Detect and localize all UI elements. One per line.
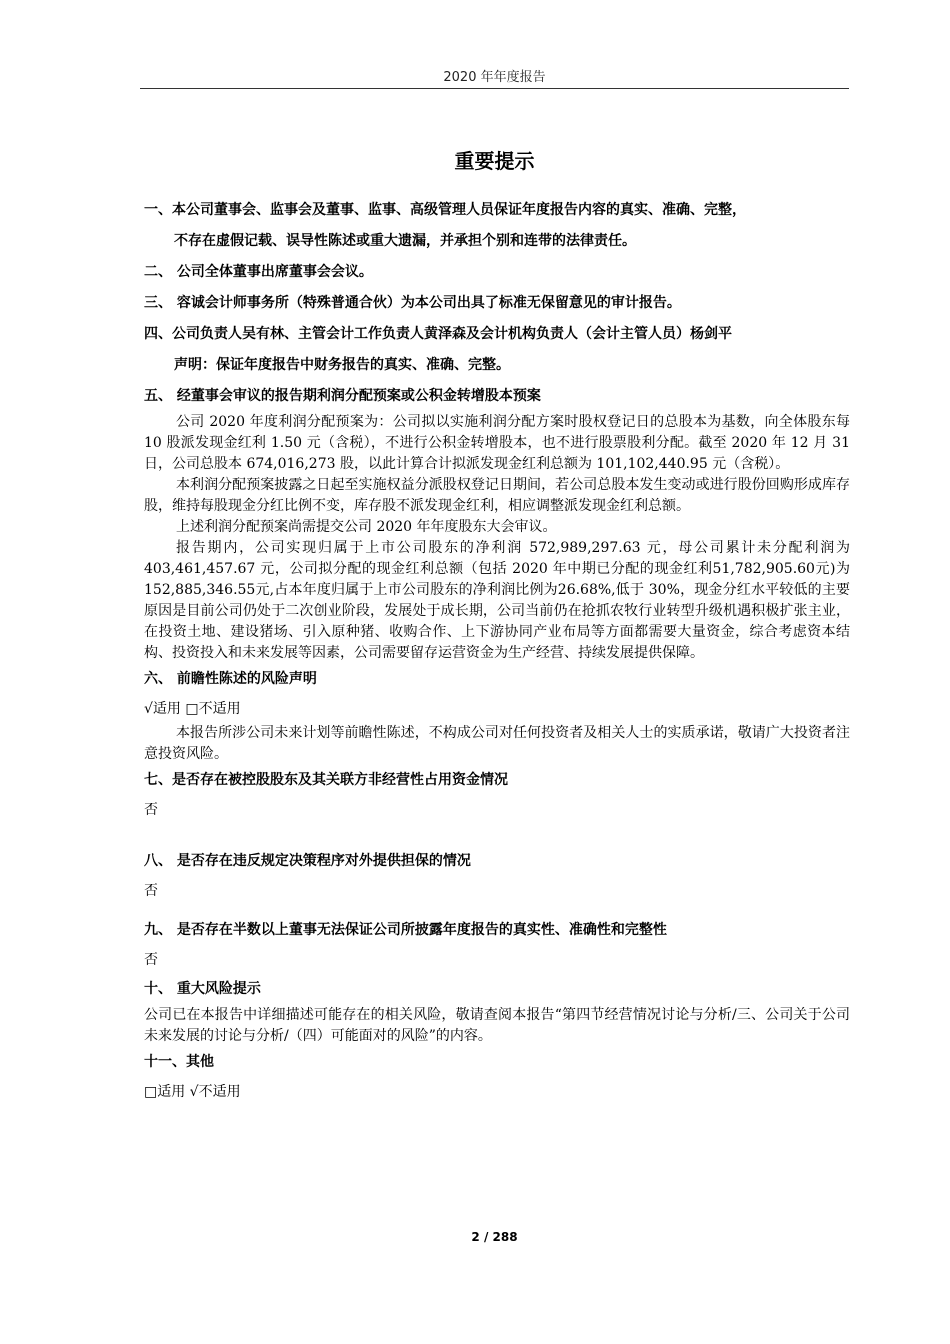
running-header: 2020 年年度报告	[443, 70, 546, 85]
section-5-heading: 五、 经董事会审议的报告期利润分配预案或公积金转增股本预案	[144, 388, 541, 404]
section-7-answer: 否	[144, 802, 158, 818]
section-8-answer: 否	[144, 883, 158, 899]
header-divider	[140, 88, 849, 89]
section-6-heading: 六、 前瞻性陈述的风险声明	[144, 671, 317, 687]
section-4	[144, 319, 850, 381]
document-body	[144, 195, 850, 1106]
section-5-paragraph-3: 上述利润分配预案尚需提交公司 2020 年年度股东大会审议。	[176, 519, 557, 535]
section-5-paragraph-4: 报告期内，公司实现归属于上市公司股东的净利润 572,989,297.63 元，母公司累计未分配利润为 403,461,457.67 元，公司拟分配的现金红利总额（包括 2020 年中期已分配的现金红利51,782,905.60元)为152,885,346.55元,占本年度归属于上市公司股东的净利润比例为26.68%,低于 30%，现金分红水平较低的主要原因是目前公司仍处于二次创业阶段，发展处于成长期，公司当前仍在抢抓农牧行业转型升级机遇积极扩张主业，在投资土地、建设猪场、引入原种猪、收购合作、上下游协同产业布局等方面都需要大量资金，综合考虑资本结构、投资投入和未来发展等因素，公司需要留存运营资金为生产经营、持续发展提供保障。	[144, 540, 850, 661]
section-8-heading: 八、 是否存在违反规定决策程序对外提供担保的情况	[144, 853, 471, 869]
section-6-applicability: √适用 □不适用	[144, 701, 241, 717]
section-7-heading: 七、是否存在被控股股东及其关联方非经营性占用资金情况	[144, 772, 508, 788]
section-10-paragraph: 公司已在本报告中详细描述可能存在的相关风险，敬请查阅本报告“第四节经营情况讨论与分析/三、公司关于公司未来发展的讨论与分析/（四）可能面对的风险”的内容。	[144, 1007, 850, 1044]
section-9-answer: 否	[144, 952, 158, 968]
section-10-heading: 十、 重大风险提示	[144, 981, 261, 997]
page-number: 2 / 288	[471, 1230, 518, 1244]
section-3: 三、 容诚会计师事务所（特殊普通合伙）为本公司出具了标准无保留意见的审计报告。	[144, 295, 681, 311]
page-title: 重要提示	[454, 149, 535, 173]
section-4-line1: 四、公司负责人吴有林、主管会计工作负责人黄泽森及会计机构负责人（会计主管人员）杨剑平	[144, 326, 732, 342]
section-11-heading: 十一、其他	[144, 1054, 214, 1070]
section-1-line2: 不存在虚假记载、误导性陈述或重大遗漏，并承担个别和连带的法律责任。	[174, 233, 636, 249]
section-9-heading: 九、 是否存在半数以上董事无法保证公司所披露年度报告的真实性、准确性和完整性	[144, 922, 667, 938]
section-6-paragraph: 本报告所涉公司未来计划等前瞻性陈述，不构成公司对任何投资者及相关人士的实质承诺，敬请广大投资者注意投资风险。	[144, 725, 850, 762]
section-1-line1: 一、本公司董事会、监事会及董事、监事、高级管理人员保证年度报告内容的真实、准确、完整，	[144, 202, 746, 218]
section-5-paragraph-2: 本利润分配预案披露之日起至实施权益分派股权登记日期间，若公司总股本发生变动或进行股份回购形成库存股，维持每股现金分红比例不变，库存股不派发现金红利，相应调整派发现金红利总额。	[144, 477, 850, 514]
section-1	[144, 195, 850, 257]
section-5-paragraph-1: 公司 2020 年度利润分配预案为：公司拟以实施利润分配方案时股权登记日的总股本为基数，向全体股东每 10 股派发现金红利 1.50 元（含税），不进行公积金转增股本，也不进行股票股利分配。截至 2020 年 12 月 31 日，公司总股本 674,016,273 股，以此计算合计拟派发现金红利总额为 101,102,440.95 元（含税）。	[144, 414, 850, 472]
section-4-line2: 声明：保证年度报告中财务报告的真实、准确、完整。	[174, 357, 510, 373]
section-11-applicability: □适用 √不适用	[144, 1084, 241, 1100]
section-2: 二、 公司全体董事出席董事会会议。	[144, 264, 373, 280]
